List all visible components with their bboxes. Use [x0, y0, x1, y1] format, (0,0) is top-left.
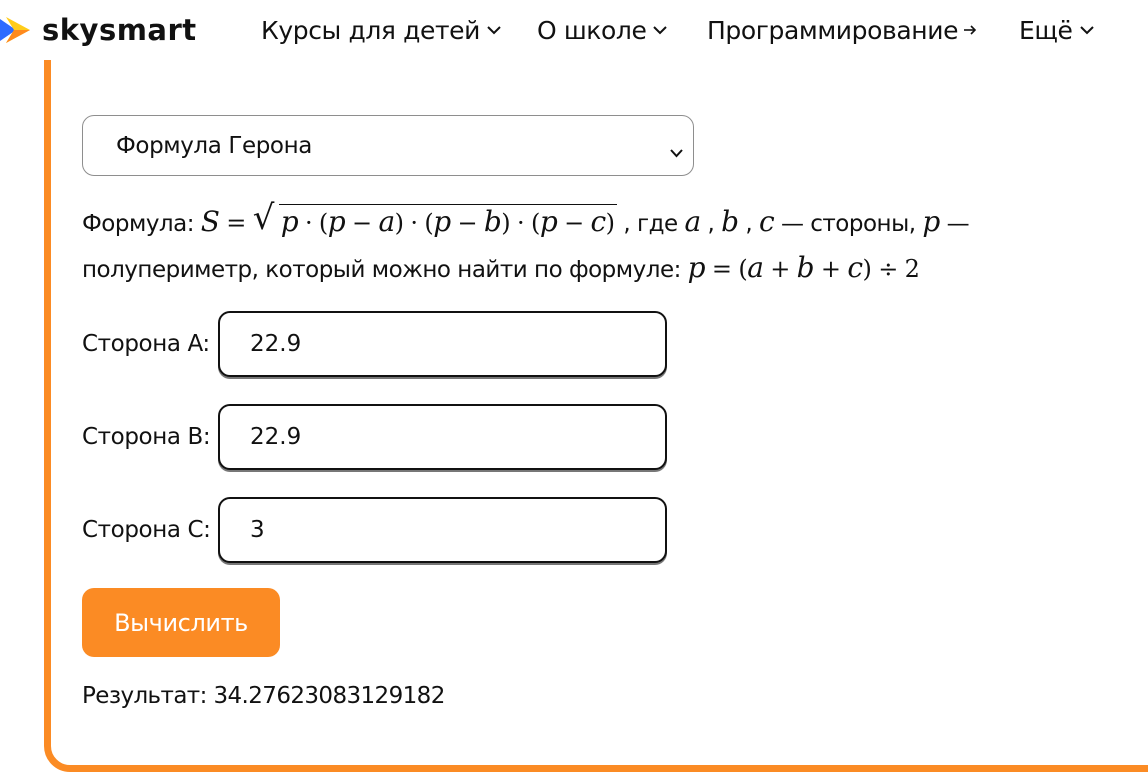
chevron-down-icon: [653, 26, 667, 35]
formula-select-value: Формула Герона: [116, 132, 312, 159]
formula-select[interactable]: [82, 115, 694, 176]
side-a-input[interactable]: [218, 311, 667, 377]
side-b-row: [82, 404, 667, 470]
logo-text: skysmart: [42, 13, 197, 47]
nav-programming[interactable]: [707, 13, 977, 47]
side-c-row: [82, 497, 667, 563]
chevron-down-icon: [1080, 26, 1094, 35]
formula-line-1: Формула: S = √ p · (p − a) · (p − b) · (p − c) , где a , b , c — стороны, p —: [82, 200, 1082, 246]
chevron-down-icon: [670, 138, 683, 164]
chevron-down-icon: [487, 26, 501, 35]
result-label: Результат:: [82, 683, 207, 709]
result-value: 34.27623083129182: [213, 683, 445, 709]
logo[interactable]: [0, 10, 197, 50]
nav-about[interactable]: [537, 13, 667, 47]
skysmart-logo-icon: [0, 15, 34, 45]
side-b-label: Сторона B:: [82, 424, 211, 450]
side-a-label: Сторона A:: [82, 331, 210, 357]
nav-about-label: О школе: [537, 15, 647, 45]
side-c-input[interactable]: [218, 497, 667, 563]
calculate-button[interactable]: Вычислить: [82, 588, 280, 657]
side-c-label: Сторона C:: [82, 517, 211, 543]
formula-sides-text: — стороны,: [780, 211, 916, 237]
formula-where: , где: [623, 211, 678, 237]
formula-second-line: полупериметр, который можно найти по формуле:: [82, 257, 681, 283]
nav-courses-label: Курсы для детей: [261, 15, 480, 45]
formula-description: [82, 200, 1082, 292]
result-line: [82, 683, 445, 709]
formula-line-2: полупериметр, который можно найти по формуле: p = (a + b + c) ÷ 2: [82, 251, 920, 284]
square-root: √ p · (p − a) · (p − b) · (p − c): [253, 202, 617, 246]
formula-prefix: Формула:: [82, 211, 194, 237]
formula-dash: —: [946, 211, 970, 237]
nav-programming-label: Программирование: [707, 15, 959, 45]
side-a-row: [82, 311, 667, 377]
side-b-input[interactable]: [218, 404, 667, 470]
site-header: [0, 0, 1148, 60]
nav-more[interactable]: [1019, 13, 1094, 47]
nav-courses[interactable]: [261, 13, 501, 47]
arrow-right-icon: [964, 25, 977, 35]
nav-more-label: Ещё: [1019, 15, 1073, 45]
